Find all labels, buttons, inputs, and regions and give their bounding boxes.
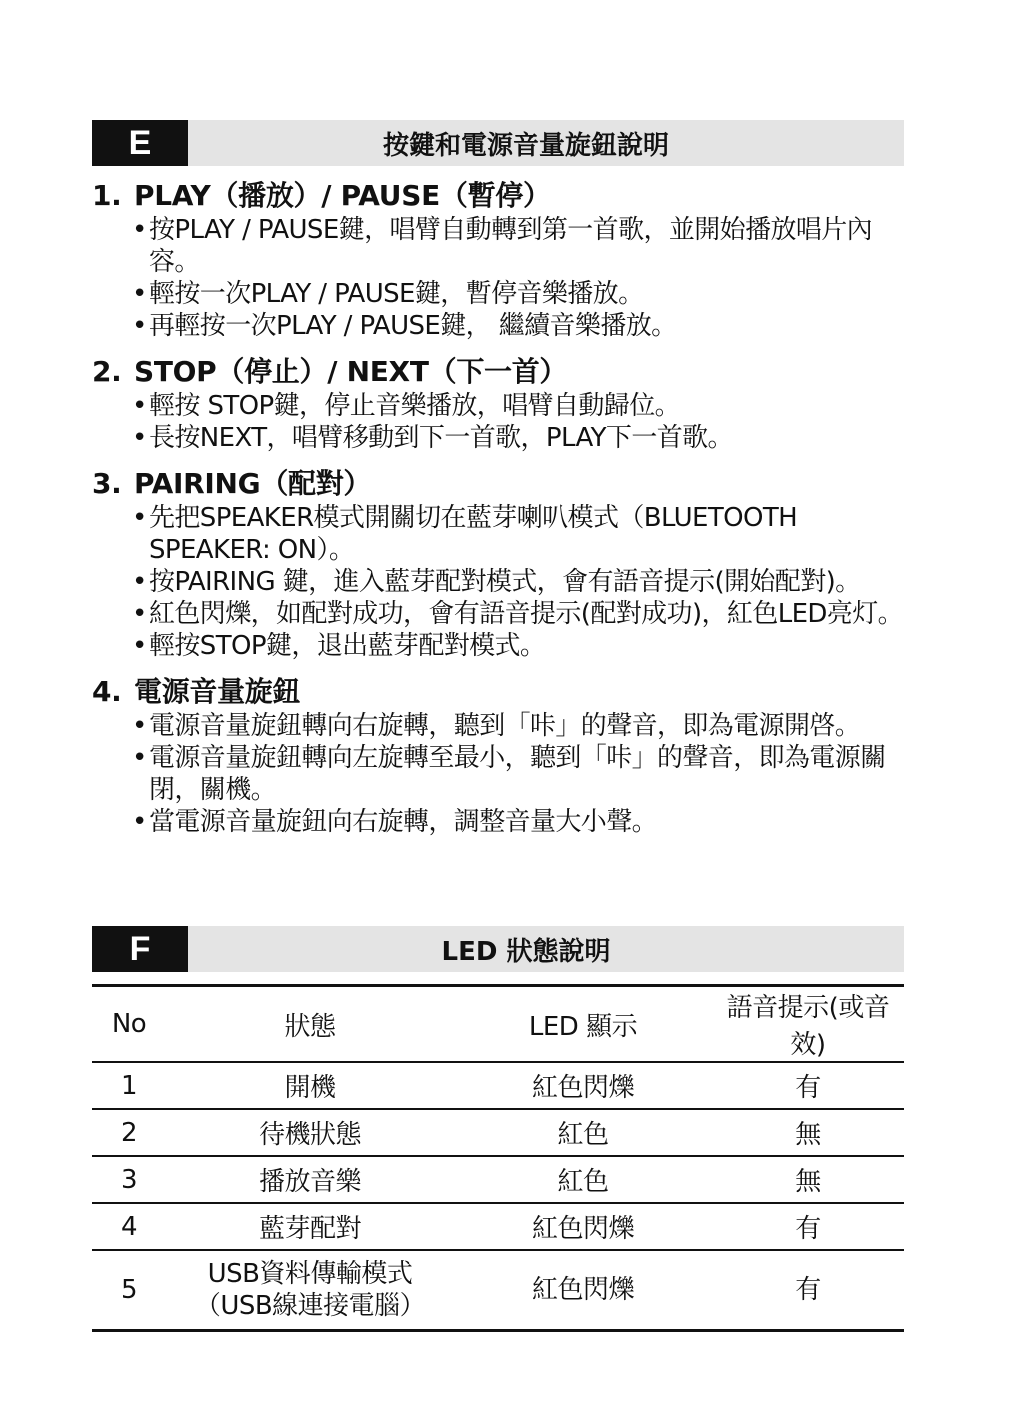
bullet-item: • 先把SPEAKER模式開關切在藍芽喇叭模式（BLUETOOTH SPEAKER: ON）。 xyxy=(132,502,904,566)
cell-no: 4 xyxy=(92,1203,166,1250)
cell-state: 開機 xyxy=(166,1062,454,1109)
item-title: STOP（停止）/ NEXT（下一首） xyxy=(134,355,568,388)
column-header-led: LED 顯示 xyxy=(454,986,712,1063)
item-heading xyxy=(92,178,904,214)
section-f-letter: F xyxy=(92,926,188,972)
section-e xyxy=(92,120,904,838)
cell-led: 紅色閃爍 xyxy=(454,1062,712,1109)
cell-voice: 無 xyxy=(712,1156,904,1203)
cell-voice: 有 xyxy=(712,1062,904,1109)
bullet-item: • 紅色閃爍，如配對成功，會有語音提示(配對成功)，紅色LED亮灯。 xyxy=(132,598,904,630)
item-heading xyxy=(92,354,904,390)
section-f xyxy=(92,926,904,1332)
item-title: PAIRING（配對） xyxy=(134,467,372,500)
section-f-header xyxy=(92,926,904,972)
item-number: 2. xyxy=(92,355,122,388)
table-row xyxy=(92,1203,904,1250)
bullet-item: • 輕按 STOP鍵，停止音樂播放，唱臂自動歸位。 xyxy=(132,390,904,422)
bullet-item: • 輕按STOP鍵，退出藍芽配對模式。 xyxy=(132,630,904,662)
cell-state: 播放音樂 xyxy=(166,1156,454,1203)
item-heading xyxy=(92,466,904,502)
cell-no: 3 xyxy=(92,1156,166,1203)
cell-voice: 無 xyxy=(712,1109,904,1156)
cell-state-line: USB資料傳輸模式 xyxy=(207,1259,413,1289)
item-number: 1. xyxy=(92,179,122,212)
column-header-voice: 語音提示(或音效) xyxy=(712,986,904,1063)
cell-state xyxy=(166,1250,454,1331)
bullet-item: • 輕按一次PLAY / PAUSE鍵，暫停音樂播放。 xyxy=(132,278,904,310)
bullet-item: • 當電源音量旋鈕向右旋轉，調整音量大小聲。 xyxy=(132,806,904,838)
section-e-letter: E xyxy=(92,120,188,166)
cell-no: 2 xyxy=(92,1109,166,1156)
item-number: 3. xyxy=(92,467,122,500)
cell-state: 藍芽配對 xyxy=(166,1203,454,1250)
bullet-item: • 按PLAY / PAUSE鍵，唱臂自動轉到第一首歌，並開始播放唱片內容。 xyxy=(132,214,904,278)
section-e-title: 按鍵和電源音量旋鈕說明 xyxy=(382,130,669,161)
section-e-header xyxy=(92,120,904,166)
cell-state: 待機狀態 xyxy=(166,1109,454,1156)
table-row xyxy=(92,1156,904,1203)
section-f-title: LED 狀態說明 xyxy=(441,936,611,967)
cell-led: 紅色 xyxy=(454,1109,712,1156)
item-title: PLAY（播放）/ PAUSE（暫停） xyxy=(134,179,551,212)
bullet-item: • 電源音量旋鈕轉向左旋轉至最小，聽到「咔」的聲音，即為電源關閉，關機。 xyxy=(132,742,904,806)
table-row xyxy=(92,1062,904,1109)
bullet-item: • 長按NEXT，唱臂移動到下一首歌，PLAY下一首歌。 xyxy=(132,422,904,454)
cell-led: 紅色 xyxy=(454,1156,712,1203)
led-status-table xyxy=(92,984,904,1332)
item-heading xyxy=(92,674,904,710)
cell-led: 紅色閃爍 xyxy=(454,1203,712,1250)
bullet-item: • 按PAIRING 鍵，進入藍芽配對模式，會有語音提示(開始配對)。 xyxy=(132,566,904,598)
cell-no: 1 xyxy=(92,1062,166,1109)
cell-led: 紅色閃爍 xyxy=(454,1250,712,1331)
item-title: 電源音量旋鈕 xyxy=(134,675,301,708)
bullet-list xyxy=(92,214,904,342)
table-row xyxy=(92,1109,904,1156)
table-header-row xyxy=(92,986,904,1063)
bullet-item: • 電源音量旋鈕轉向右旋轉，聽到「咔」的聲音，即為電源開啓。 xyxy=(132,710,904,742)
cell-voice: 有 xyxy=(712,1203,904,1250)
bullet-item: • 再輕按一次PLAY / PAUSE鍵， 繼續音樂播放。 xyxy=(132,310,904,342)
table-row xyxy=(92,1250,904,1331)
cell-state-line: （USB線連接電腦） xyxy=(194,1291,426,1321)
cell-voice: 有 xyxy=(712,1250,904,1331)
bullet-list xyxy=(92,502,904,662)
bullet-list xyxy=(92,390,904,454)
bullet-list xyxy=(92,710,904,838)
column-header-no: No xyxy=(92,986,166,1063)
item-number: 4. xyxy=(92,675,122,708)
cell-no: 5 xyxy=(92,1250,166,1331)
column-header-state: 狀態 xyxy=(166,986,454,1063)
